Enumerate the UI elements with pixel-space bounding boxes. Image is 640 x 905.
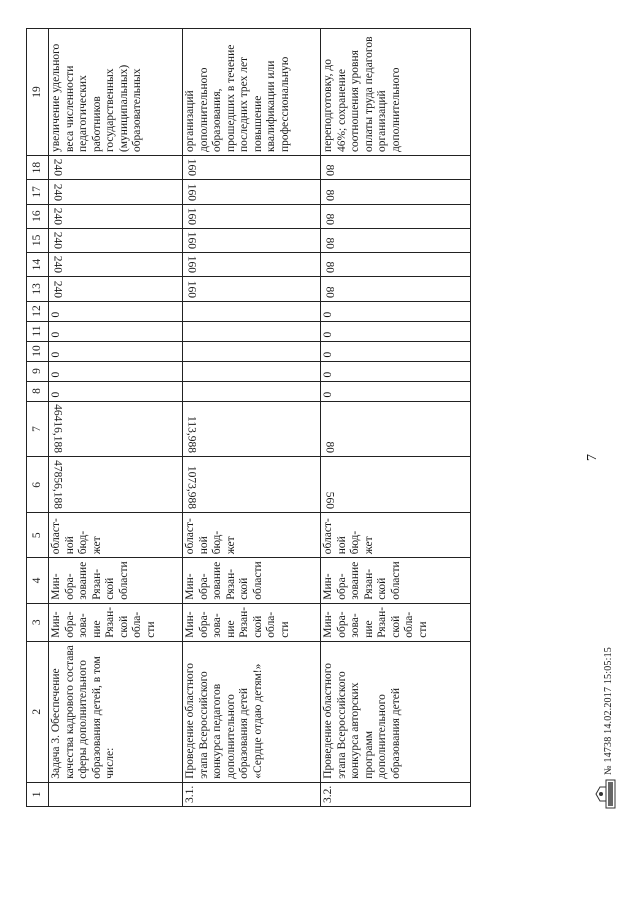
header-cell: 15 — [27, 228, 49, 252]
cell-value — [183, 180, 321, 204]
cell-value — [183, 277, 321, 301]
registry-stamp-icon — [594, 779, 616, 809]
cell-number: 3.2. — [321, 782, 471, 806]
value-text: 113,988 — [185, 416, 198, 454]
cell-value: 0 — [49, 341, 183, 361]
cell-value — [183, 381, 321, 401]
value-text: 80 — [323, 286, 336, 298]
value-text: 47856,188 — [51, 460, 64, 510]
value-text: 240 — [51, 256, 64, 274]
header-cell: 3 — [27, 603, 49, 641]
registration-footer: № 14738 14.02.2017 15:05:15 — [603, 647, 614, 775]
value-text: 240 — [51, 183, 64, 201]
value-text: 240 — [51, 231, 64, 250]
header-cell: 16 — [27, 204, 49, 228]
cell-funding-source: област-ной бюд-жет — [49, 513, 183, 558]
value-text: 1073,988 — [185, 466, 198, 510]
cell-indicator: переподготовку, до 46%; сохранение соотношения уровня оплаты труда педагогов организаций дополнительного — [321, 29, 471, 156]
header-row — [27, 29, 49, 807]
cell-value — [321, 228, 471, 252]
table-row — [183, 29, 321, 807]
cell-activity: Проведение областного этапа Всероссийского конкурса авторских программ дополнительного образования детей — [321, 641, 471, 782]
cell-value: 0 — [49, 381, 183, 401]
value-text: 160 — [185, 207, 198, 225]
header-cell: 12 — [27, 301, 49, 321]
cell-coordinator: Мин-обра-зование Рязан-ской области — [49, 558, 183, 603]
cell-value — [321, 277, 471, 301]
cell-value — [321, 253, 471, 277]
header-cell: 7 — [27, 401, 49, 457]
cell-value — [49, 277, 183, 301]
cell-value — [183, 401, 321, 457]
header-cell: 8 — [27, 381, 49, 401]
cell-executor: Мин-обра-зова-ние Рязан-ской обла-сти — [321, 603, 471, 641]
cell-value — [183, 204, 321, 228]
cell-funding-source: област-ной бюд-жет — [183, 513, 321, 558]
cell-value: 0 — [321, 321, 471, 341]
cell-indicator: увеличение удельного веса численности педагогических работников государственных (муниципальных) образовательных — [49, 29, 183, 156]
cell-value — [49, 228, 183, 252]
value-text: 80 — [323, 441, 336, 454]
header-cell: 6 — [27, 457, 49, 513]
header-cell: 1 — [27, 782, 49, 806]
cell-executor: Мин-обра-зова-ние Рязан-ской обла-сти — [183, 603, 321, 641]
cell-number — [49, 782, 183, 806]
value-text: 80 — [323, 237, 336, 250]
cell-value — [321, 204, 471, 228]
cell-value — [49, 253, 183, 277]
cell-indicator: организаций дополнительного образования, прошедших в течение последних трех лет повышение квалификации или профессиональную — [183, 29, 321, 156]
value-text: 240 — [51, 280, 64, 298]
cell-value: 0 — [49, 301, 183, 321]
value-text: 80 — [323, 164, 336, 177]
table-row — [321, 29, 471, 807]
cell-value: 0 — [49, 361, 183, 381]
cell-value: 0 — [49, 321, 183, 341]
value-text: 240 — [51, 159, 64, 177]
cell-value — [183, 228, 321, 252]
value-text: 160 — [185, 183, 198, 201]
header-cell: 4 — [27, 558, 49, 603]
header-cell: 14 — [27, 253, 49, 277]
cell-value — [183, 341, 321, 361]
header-cell: 18 — [27, 156, 49, 180]
cell-activity: Проведение областного этапа Всероссийского конкурса педагогов дополнительного образования детей «Сердце отдаю детям!» — [183, 641, 321, 782]
cell-value — [49, 180, 183, 204]
program-table — [26, 28, 471, 807]
page-number: 7 — [585, 454, 600, 461]
cell-value — [183, 361, 321, 381]
cell-coordinator: Мин-обра-зование Рязан-ской области — [321, 558, 471, 603]
cell-value — [183, 253, 321, 277]
cell-value — [183, 457, 321, 513]
cell-value: 0 — [321, 361, 471, 381]
cell-value: 0 — [321, 301, 471, 321]
cell-value: 0 — [321, 341, 471, 361]
value-text: 240 — [51, 207, 64, 225]
value-text: 160 — [185, 280, 198, 298]
header-cell: 11 — [27, 321, 49, 341]
value-text: 160 — [185, 256, 198, 274]
cell-value — [49, 204, 183, 228]
value-text: 80 — [323, 189, 336, 201]
header-cell: 10 — [27, 341, 49, 361]
cell-value — [49, 401, 183, 457]
cell-number: 3.1. — [183, 782, 321, 806]
cell-value — [183, 321, 321, 341]
value-text: 160 — [185, 159, 198, 177]
header-cell: 19 — [27, 29, 49, 156]
cell-value — [183, 156, 321, 180]
value-text: 80 — [323, 213, 336, 225]
cell-coordinator: Мин-обра-зование Рязан-ской области — [183, 558, 321, 603]
cell-value — [49, 457, 183, 513]
cell-funding-source: област-ной бюд-жет — [321, 513, 471, 558]
cell-value — [321, 180, 471, 204]
value-text: 46416,188 — [51, 404, 64, 454]
cell-value — [183, 301, 321, 321]
header-cell: 13 — [27, 277, 49, 301]
header-cell: 9 — [27, 361, 49, 381]
cell-value — [321, 401, 471, 457]
value-text: 560 — [323, 492, 336, 510]
header-cell: 5 — [27, 513, 49, 558]
cell-value: 0 — [321, 381, 471, 401]
value-text: 80 — [323, 261, 336, 274]
cell-value — [321, 457, 471, 513]
cell-value — [49, 156, 183, 180]
cell-executor: Мин-обра-зова-ние Рязан-ской обла-сти — [49, 603, 183, 641]
value-text: 160 — [185, 231, 198, 250]
table-row — [49, 29, 183, 807]
header-cell: 2 — [27, 641, 49, 782]
cell-value — [321, 156, 471, 180]
cell-activity: Задача 3. Обеспечение качества кадрового состава сферы дополнительного образования детей, в том числе: — [49, 641, 183, 782]
header-cell: 17 — [27, 180, 49, 204]
